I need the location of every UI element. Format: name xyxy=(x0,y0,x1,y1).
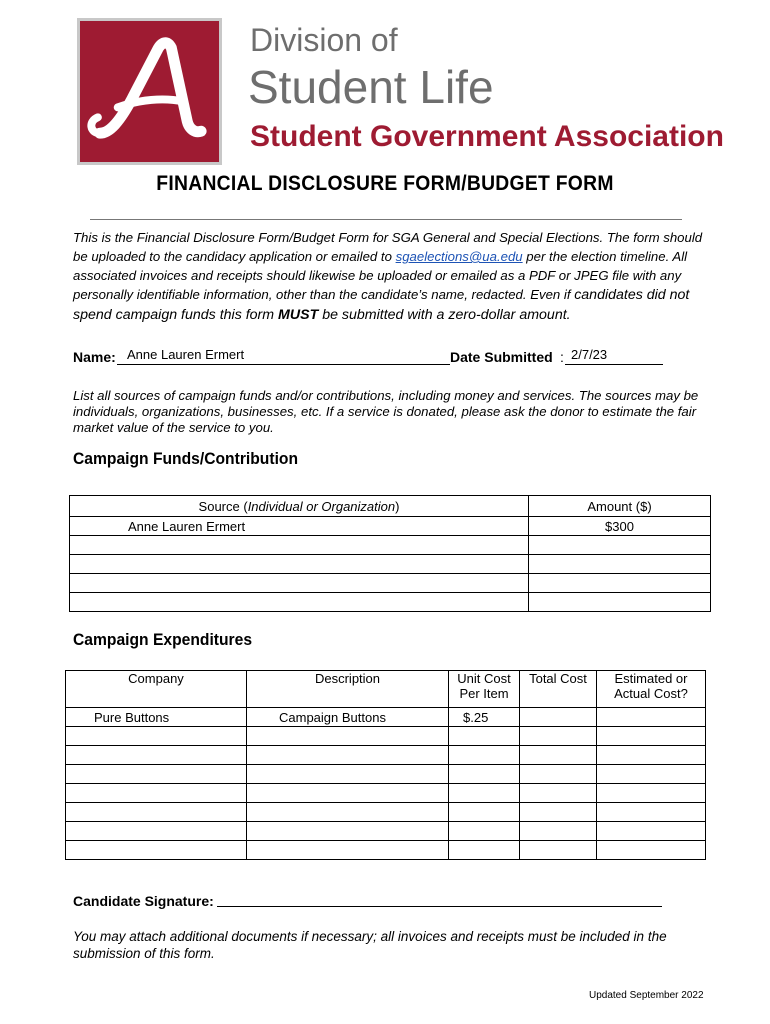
table-row xyxy=(70,593,711,612)
estimated-cell[interactable] xyxy=(597,841,706,860)
date-value: 2/7/23 xyxy=(571,347,608,362)
unit-cost-cell[interactable] xyxy=(449,727,520,746)
estimated-cell[interactable] xyxy=(597,822,706,841)
unit-cost-cell[interactable] xyxy=(449,841,520,860)
total-cost-cell[interactable] xyxy=(520,727,597,746)
funds-header-row xyxy=(70,496,711,517)
name-value: Anne Lauren Ermert xyxy=(127,347,245,362)
amount-cell[interactable] xyxy=(529,555,711,574)
amount-cell[interactable] xyxy=(529,536,711,555)
description-cell[interactable] xyxy=(247,727,449,746)
university-logo xyxy=(77,18,222,165)
total-cost-header: Total Cost xyxy=(520,671,597,708)
estimated-cell[interactable] xyxy=(597,746,706,765)
table-row xyxy=(66,708,706,727)
must-emphasis: MUST xyxy=(278,307,319,323)
company-cell[interactable]: Pure Buttons xyxy=(66,708,247,727)
amount-cell[interactable] xyxy=(529,593,711,612)
expenditures-header-row xyxy=(66,671,706,708)
updated-date: Updated September 2022 xyxy=(589,990,704,1001)
source-cell[interactable] xyxy=(70,574,529,593)
table-row xyxy=(70,555,711,574)
amount-header: Amount ($) xyxy=(529,496,711,517)
description-cell[interactable] xyxy=(247,765,449,784)
description-cell[interactable]: Campaign Buttons xyxy=(247,708,449,727)
source-cell[interactable]: Anne Lauren Ermert xyxy=(70,517,529,536)
table-row xyxy=(66,841,706,860)
total-cost-cell[interactable] xyxy=(520,746,597,765)
amount-cell[interactable] xyxy=(529,574,711,593)
intro-text-1: This is the Financial Disclosure Form/Budget Form for SGA General and Special Elections. The form should be uploaded to the candidacy application or emailed to xyxy=(73,230,703,264)
sources-note: List all sources of campaign funds and/or contributions, including money and services. The sources may be individuals, organizations, businesses, etc. If a service is donated, please ask the donor to estimate the fair market value of the service to you. xyxy=(73,388,699,435)
estimated-cell[interactable] xyxy=(597,765,706,784)
source-header-close: ) xyxy=(395,498,400,514)
unit-cost-cell[interactable] xyxy=(449,765,520,784)
date-colon: : xyxy=(560,349,564,365)
name-label: Name: xyxy=(73,349,116,365)
company-cell[interactable] xyxy=(66,727,247,746)
intro-text-3a: candidates did not spend campaign funds this form xyxy=(73,287,690,323)
source-header-italic: Individual or Organization xyxy=(247,498,396,514)
company-cell[interactable] xyxy=(66,784,247,803)
total-cost-cell[interactable] xyxy=(520,784,597,803)
unit-cost-header: Unit Cost Per Item xyxy=(449,671,520,708)
company-header: Company xyxy=(66,671,247,708)
intro-text-2: per the election timeline. All associated invoices and receipts should likewise be uploaded or emailed as a PDF or JPEG file with any personally identifiable information, other than the candidate’s name, redacted. Even if xyxy=(73,249,688,302)
source-cell[interactable] xyxy=(70,593,529,612)
unit-cost-cell[interactable] xyxy=(449,803,520,822)
form-title: FINANCIAL DISCLOSURE FORM/BUDGET FORM xyxy=(156,172,614,195)
table-row xyxy=(70,536,711,555)
company-cell[interactable] xyxy=(66,746,247,765)
sga-label: Student Government Association xyxy=(250,120,724,153)
total-cost-cell[interactable] xyxy=(520,765,597,784)
table-row xyxy=(66,746,706,765)
description-cell[interactable] xyxy=(247,784,449,803)
table-row xyxy=(66,727,706,746)
company-cell[interactable] xyxy=(66,765,247,784)
total-cost-cell[interactable] xyxy=(520,822,597,841)
unit-cost-cell[interactable] xyxy=(449,784,520,803)
title-divider xyxy=(90,219,682,220)
unit-cost-cell[interactable]: $.25 xyxy=(449,708,520,727)
source-header-text: Source ( xyxy=(198,498,248,514)
description-cell[interactable] xyxy=(247,803,449,822)
description-cell[interactable] xyxy=(247,746,449,765)
estimated-header: Estimated or Actual Cost? xyxy=(597,671,706,708)
table-row xyxy=(70,574,711,593)
company-cell[interactable] xyxy=(66,803,247,822)
signature-field[interactable] xyxy=(217,906,662,907)
funds-section-title: Campaign Funds/Contribution xyxy=(73,449,299,468)
attach-note: You may attach additional documents if necessary; all invoices and receipts must be included in the submission of this form. xyxy=(73,929,667,961)
total-cost-cell[interactable] xyxy=(520,803,597,822)
signature-label: Candidate Signature: xyxy=(73,893,214,909)
description-cell[interactable] xyxy=(247,841,449,860)
expenditures-table xyxy=(65,670,706,860)
total-cost-cell[interactable] xyxy=(520,708,597,727)
estimated-cell[interactable] xyxy=(597,708,706,727)
estimated-cell[interactable] xyxy=(597,784,706,803)
unit-cost-cell[interactable] xyxy=(449,746,520,765)
description-cell[interactable] xyxy=(247,822,449,841)
company-cell[interactable] xyxy=(66,841,247,860)
source-cell[interactable] xyxy=(70,536,529,555)
intro-text-4: be submitted with a zero-dollar amount. xyxy=(318,307,571,323)
intro-paragraph xyxy=(73,228,713,325)
total-cost-cell[interactable] xyxy=(520,841,597,860)
estimated-cell[interactable] xyxy=(597,803,706,822)
description-header: Description xyxy=(247,671,449,708)
expenditures-section-title: Campaign Expenditures xyxy=(73,630,253,649)
email-link[interactable]: sgaelections@ua.edu xyxy=(395,249,523,264)
source-header xyxy=(70,496,529,517)
table-row xyxy=(66,784,706,803)
script-a-logo-icon xyxy=(80,21,219,162)
division-label: Division of xyxy=(250,22,398,58)
table-row xyxy=(66,822,706,841)
date-field[interactable] xyxy=(565,346,663,365)
table-row xyxy=(66,803,706,822)
company-cell[interactable] xyxy=(66,822,247,841)
unit-cost-cell[interactable] xyxy=(449,822,520,841)
name-date-row xyxy=(73,346,673,370)
estimated-cell[interactable] xyxy=(597,727,706,746)
table-row xyxy=(70,517,711,536)
source-cell[interactable] xyxy=(70,555,529,574)
amount-cell[interactable]: $300 xyxy=(529,517,711,536)
name-field[interactable] xyxy=(117,346,450,365)
student-life-label: Student Life xyxy=(248,61,494,113)
table-row xyxy=(66,765,706,784)
date-label: Date Submitted xyxy=(450,349,553,365)
funds-table xyxy=(69,495,711,612)
